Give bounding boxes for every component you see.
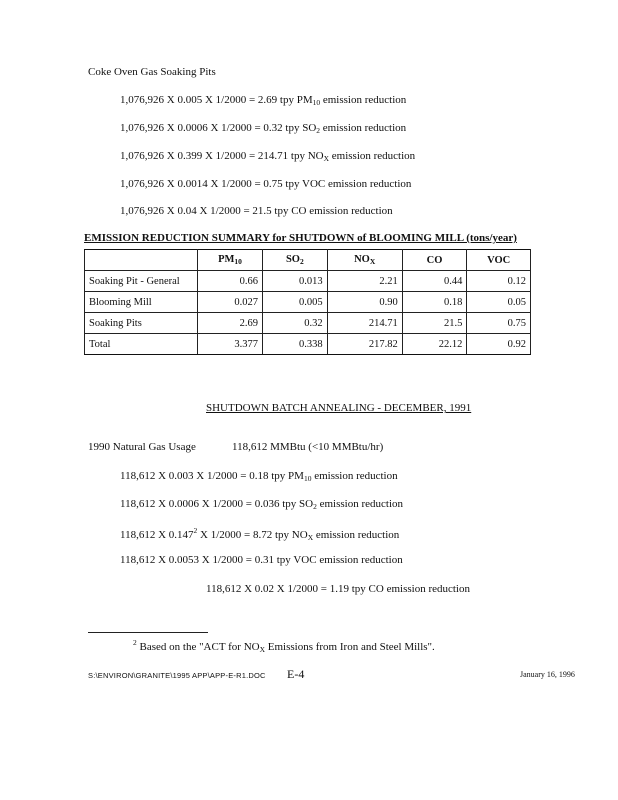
- annealing-line-pm10: 118,612 X 0.003 X 1/2000 = 0.18 tpy $PM_{10}$ emission reduction: [120, 470, 398, 483]
- cell-value: 0.013: [263, 271, 328, 292]
- table-row: [85, 292, 531, 313]
- col-header-voc: VOC: [467, 250, 531, 271]
- col-header-co: CO: [402, 250, 467, 271]
- annealing-heading: SHUTDOWN BATCH ANNEALING - DECEMBER, 1991: [206, 402, 472, 414]
- emission-summary-table: [84, 249, 531, 355]
- footnote-rule: [88, 632, 208, 633]
- coke-oven-line-so2: 1,076,926 X 0.0006 X 1/2000 = 0.32 tpy $SO_2$ emission reduction: [120, 122, 407, 135]
- cell-value: 22.12: [402, 334, 467, 355]
- cell-value: 0.92: [467, 334, 531, 355]
- cell-value: 0.18: [402, 292, 467, 313]
- cell-value: 0.66: [198, 271, 263, 292]
- cell-value: 0.338: [263, 334, 328, 355]
- cell-value: 21.5: [402, 313, 467, 334]
- row-label: Soaking Pit - General: [85, 271, 198, 292]
- cell-value: 0.027: [198, 292, 263, 313]
- table-row-total: [85, 334, 531, 355]
- table-row: [85, 271, 531, 292]
- annealing-line-nox: 118,612 X 0.147$^2$ X 1/2000 = 8.72 tpy $NO_X$ emission reduction: [120, 526, 400, 542]
- table-header-row: [85, 250, 531, 271]
- coke-oven-line-voc: 1,076,926 X 0.0014 X 1/2000 = 0.75 tpy VOC emission reduction: [120, 178, 412, 190]
- table-row: [85, 313, 531, 334]
- footnote: $^2$ Based on the "ACT for $NO_X$ Emissions from Iron and Steel Mills".: [133, 638, 435, 654]
- summary-heading: EMISSION REDUCTION SUMMARY for SHUTDOWN of BLOOMING MILL (tons/year): [84, 232, 517, 244]
- cell-value: 2.21: [327, 271, 402, 292]
- footnote-marker: 2: [133, 638, 137, 647]
- row-label: Total: [85, 334, 198, 355]
- cell-value: 0.05: [467, 292, 531, 313]
- footer-date: January 16, 1996: [520, 670, 575, 679]
- coke-oven-line-nox: 1,076,926 X 0.399 X 1/2000 = 214.71 tpy $NO_X$ emission reduction: [120, 150, 416, 163]
- cell-value: 0.12: [467, 271, 531, 292]
- cell-value: 0.90: [327, 292, 402, 313]
- col-header-so2: $SO_2$: [263, 250, 328, 271]
- gas-usage-value: 118,612 MMBtu (<10 MMBtu/hr): [232, 441, 384, 453]
- col-header-pm10: $PM_{10}$: [198, 250, 263, 271]
- table-corner-cell: [85, 250, 198, 271]
- cell-value: 217.82: [327, 334, 402, 355]
- page-number: E-4: [287, 667, 305, 681]
- cell-value: 0.005: [263, 292, 328, 313]
- cell-value: 214.71: [327, 313, 402, 334]
- cell-value: 0.44: [402, 271, 467, 292]
- annealing-line-so2: 118,612 X 0.0006 X 1/2000 = 0.036 tpy $SO_2$ emission reduction: [120, 498, 404, 511]
- cell-value: 3.377: [198, 334, 263, 355]
- coke-oven-line-pm10: 1,076,926 X 0.005 X 1/2000 = 2.69 tpy $PM_{10}$ emission reduction: [120, 94, 407, 107]
- annealing-line-co: 118,612 X 0.02 X 1/2000 = 1.19 tpy CO emission reduction: [206, 583, 470, 595]
- cell-value: 0.32: [263, 313, 328, 334]
- section-title-coke-oven: Coke Oven Gas Soaking Pits: [88, 66, 216, 78]
- annealing-line-voc: 118,612 X 0.0053 X 1/2000 = 0.31 tpy VOC emission reduction: [120, 554, 403, 566]
- row-label: Soaking Pits: [85, 313, 198, 334]
- cell-value: 0.75: [467, 313, 531, 334]
- row-label: Blooming Mill: [85, 292, 198, 313]
- gas-usage-label: 1990 Natural Gas Usage: [88, 441, 196, 453]
- coke-oven-line-co: 1,076,926 X 0.04 X 1/2000 = 21.5 tpy CO emission reduction: [120, 205, 393, 217]
- footer-file-path: S:\ENVIRON\GRANITE\1995 APP\APP-E-R1.DOC: [88, 671, 266, 680]
- cell-value: 2.69: [198, 313, 263, 334]
- col-header-nox: $NO_X$: [327, 250, 402, 271]
